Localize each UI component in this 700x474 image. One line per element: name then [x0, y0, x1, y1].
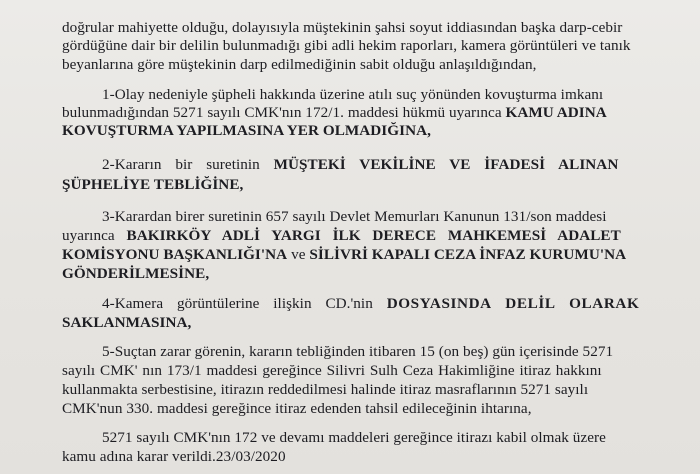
bold-text-span: KOMİSYONU BAŞKANLIĞI'NA: [62, 246, 288, 263]
text-line: gördüğüne dair bir delilin bulunmadığı gibi adli hekim raporları, kamera görüntüleri ve tanık: [62, 37, 631, 54]
text-span: ve: [291, 246, 306, 263]
text-line: 5271 sayılı CMK'nın 172 ve devamı maddeleri gereğince itirazı kabil olmak üzere: [102, 429, 606, 446]
text-line: sayılı CMK' nın 173/1 maddesi gereğince Silivri Sulh Ceza Hakimliğine itiraz hakkını: [62, 362, 602, 379]
bold-text-span: DOSYASINDA DELİL OLARAK: [386, 295, 640, 312]
text-line: [102, 295, 639, 313]
bold-text-span: BAKIRKÖY ADLİ YARGI İLK DERECE MAHKEMESİ ADALET: [126, 227, 621, 244]
text-span: 4-Kamera görüntülerine ilişkin CD.'nin: [102, 295, 373, 312]
bold-text-span: MÜŞTEKİ VEKİLİNE VE İFADESİ ALINAN: [273, 156, 619, 173]
text-line: [62, 246, 626, 264]
text-line: kullanmakta serbestisine, itirazın reddedilmesi halinde itiraz masraflarının 5271 sayılı: [62, 381, 589, 398]
text-line: beyanlarına göre müştekinin darp edilmediğinin sabit olduğu anlaşıldığından,: [62, 56, 537, 73]
text-line: [62, 227, 621, 245]
bold-text-line: KOVUŞTURMA YAPILMASINA YER OLMADIĞINA,: [62, 122, 431, 139]
text-line: 1-Olay nedeniyle şüpheli hakkında üzerine atılı suç yönünden kovuşturma imkanı: [102, 86, 604, 103]
text-span: uyarınca: [62, 227, 115, 244]
text-span: 2-Kararın bir suretinin: [102, 156, 260, 173]
bold-text-line: SAKLANMASINA,: [62, 314, 192, 331]
text-span: bulunmadığından 5271 sayılı CMK'nın 172/1. maddesi hükmü uyarınca: [62, 104, 502, 121]
text-line: [62, 104, 607, 122]
text-line: doğrular mahiyette olduğu, dolayısıyla müştekinin şahsi soyut iddiasından başka darp-cebir: [62, 19, 623, 36]
text-line: CMK'nun 330. maddesi gereğince itiraz edenden tahsil edileceğinin ihtarına,: [62, 400, 532, 417]
text-line: 3-Karardan birer suretinin 657 sayılı Devlet Memurları Kanunun 131/son maddesi: [102, 208, 607, 225]
bold-text-line: GÖNDERİLMESİNE,: [62, 265, 210, 282]
text-line: [102, 156, 618, 174]
text-line: 5-Suçtan zarar görenin, kararın tebliğinden itibaren 15 (on beş) gün içerisinde 5271: [102, 343, 614, 360]
bold-text-span: SİLİVRİ KAPALI CEZA İNFAZ KURUMU'NA: [309, 246, 627, 263]
bold-text-span: KAMU ADINA: [505, 104, 607, 121]
bold-text-line: ŞÜPHELİYE TEBLİĞİNE,: [62, 176, 244, 193]
text-line: kamu adına karar verildi.23/03/2020: [62, 448, 286, 465]
